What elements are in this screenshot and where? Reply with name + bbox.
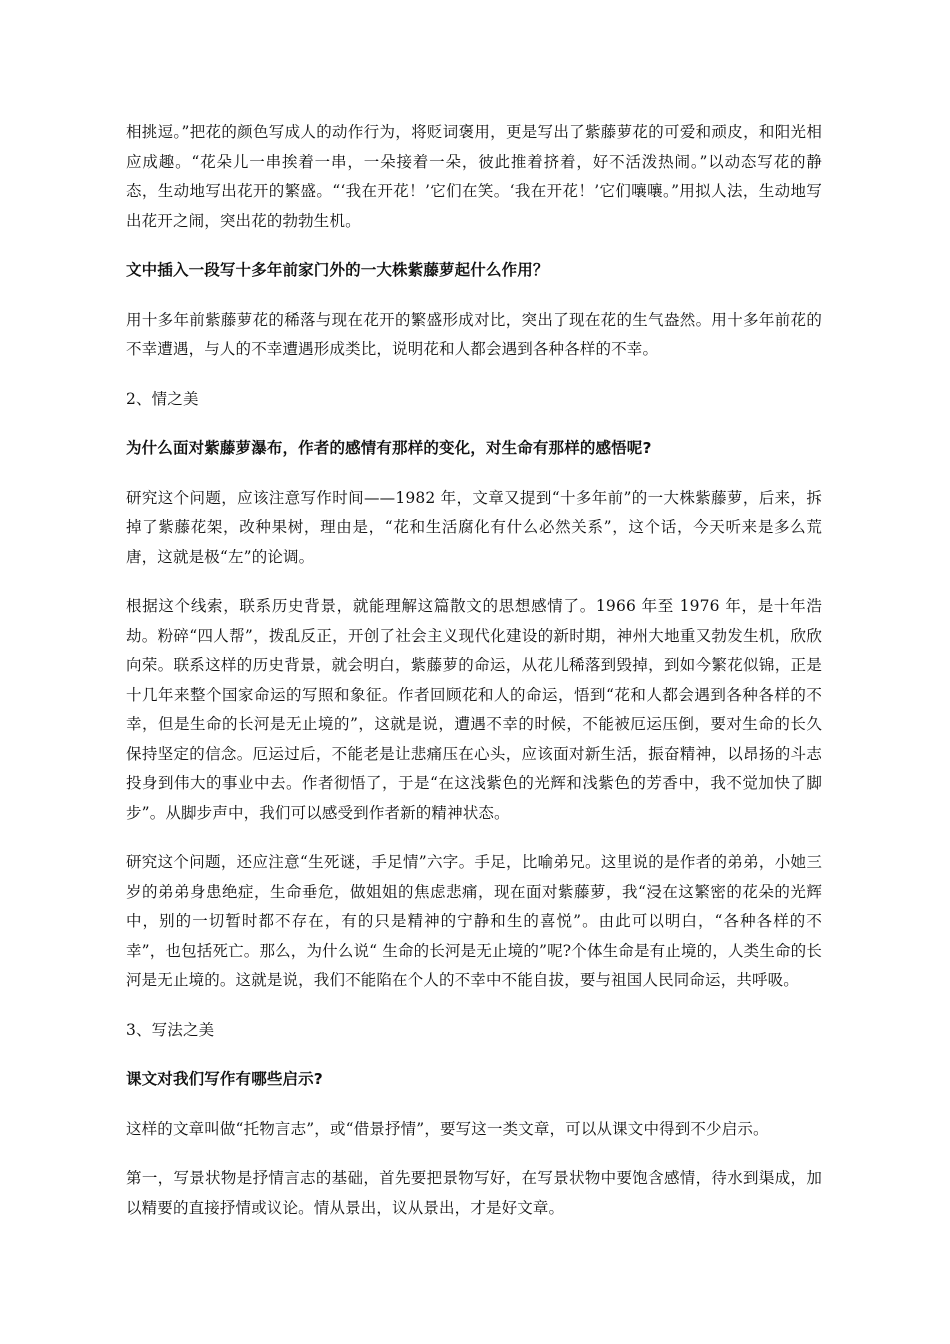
section-title-emotion: 2、情之美 bbox=[126, 389, 199, 408]
paragraph-genre-intro: 这样的文章叫做“托物言志”，或“借景抒情”，要写这一类文章，可以从课文中得到不少启示。 bbox=[126, 1119, 769, 1138]
question-heading-inserted-passage: 文中插入一段写十多年前家门外的一大株紫藤萝起什么作用？ bbox=[126, 261, 549, 279]
document-page bbox=[126, 118, 822, 1243]
answer-paragraph-contrast: 用十多年前紫藤萝花的稀落与现在花开的繁盛形成对比，突出了现在花的生气盎然。用十多年前花的不幸遭遇，与人的不幸遭遇形成类比，说明花和人都会遇到各种各样的不幸。 bbox=[126, 310, 822, 358]
question-heading-emotion-change: 为什么面对紫藤萝瀑布，作者的感情有那样的变化，对生命有那样的感悟呢? bbox=[126, 439, 652, 457]
paragraph-first-lesson: 第一，写景状物是抒情言志的基础，首先要把景物写好，在写景状物中要饱含感情，待水到渠成，加以精要的直接抒情或议论。情从景出，议从景出，才是好文章。 bbox=[126, 1169, 822, 1217]
section-title-writing-method: 3、写法之美 bbox=[126, 1020, 215, 1039]
question-heading-writing-lessons: 课文对我们写作有哪些启示? bbox=[126, 1070, 323, 1088]
paragraph-life-death-sibling: 研究这个问题，还应注意“生死谜，手足情”六字。手足，比喻弟兄。这里说的是作者的弟弟，小她三岁的弟弟身患绝症，生命垂危，做姐姐的焦虑悲痛，现在面对紫藤萝，我“浸在这繁密的花朵的光辉中，别的一切暂时都不存在，有的只是精神的宁静和生的喜悦”。由此可以明白，“各种各样的不幸”，也包括死亡。那么，为什么说“ 生命的长河是无止境的”呢?个体生命是有止境的，人类生命的长河是无止境的。这就是说，我们不能陷在个人的不幸中不能自拔，要与祖国人民同命运，共呼吸。 bbox=[126, 853, 822, 989]
paragraph-writing-time: 研究这个问题，应该注意写作时间——1982 年，文章又提到“十多年前”的一大株紫藤萝，后来，拆掉了紫藤花架，改种果树，理由是，“花和生活腐化有什么必然关系”，这个话，今天听来是多么荒唐，这就是极“左”的论调。 bbox=[126, 488, 822, 566]
paragraph-historical-background: 根据这个线索，联系历史背景，就能理解这篇散文的思想感情了。1966 年至 1976 年，是十年浩劫。粉碎“四人帮”，拨乱反正，开创了社会主义现代化建设的新时期，神州大地重又勃发生机，欣欣向荣。联系这样的历史背景，就会明白，紫藤萝的命运，从花儿稀落到毁掉，到如今繁花似锦，正是十几年来整个国家命运的写照和象征。作者回顾花和人的命运，悟到“花和人都会遇到各种各样的不幸，但是生命的长河是无止境的”，这就是说，遭遇不幸的时候，不能被厄运压倒，要对生命的长久保持坚定的信念。厄运过后，不能老是让悲痛压在心头，应该面对新生活，振奋精神，以昂扬的斗志投身到伟大的事业中去。作者彻悟了，于是“在这浅紫色的光辉和浅紫色的芳香中，我不觉加快了脚步”。从脚步声中，我们可以感受到作者新的精神状态。 bbox=[126, 597, 822, 822]
paragraph-flower-color-analysis: 相挑逗。”把花的颜色写成人的动作行为，将贬词褒用，更是写出了紫藤萝花的可爱和顽皮，和阳光相应成趣。“花朵儿一串挨着一串，一朵接着一朵，彼此推着挤着，好不活泼热闹。”以动态写花的静态，生动地写出花开的繁盛。“‘我在开花！’它们在笑。‘我在开花！’它们嚷嚷。”用拟人法，生动地写出花开之闹，突出花的勃勃生机。 bbox=[126, 123, 822, 230]
